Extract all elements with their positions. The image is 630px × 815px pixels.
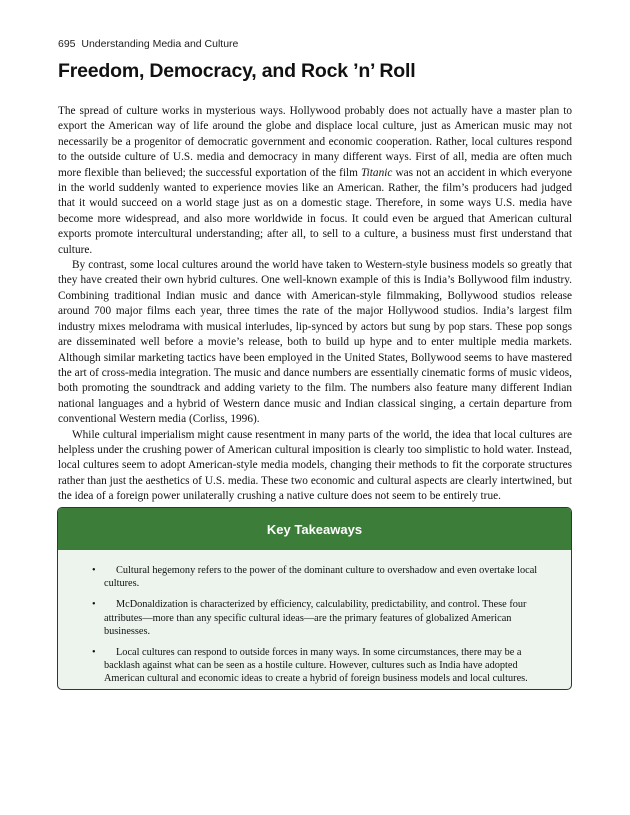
running-header: [58, 38, 238, 50]
list-item: [92, 598, 543, 638]
paragraph-1-text: The spread of culture works in mysterious ways. Hollywood probably does not actually have a master plan to export the American way of life around the globe and displace local culture, just as American music may not necessarily be a progenitor of democratic government and economic cooperation. Rather, local cultures respond to the outside culture of U.S. media and democracy in many different ways. First of all, media are often much more flexible than believed; the successful exportation of the film: [58, 105, 572, 179]
body-text: [58, 104, 572, 505]
page-number: 695: [58, 38, 76, 50]
paragraph-1: [58, 104, 572, 258]
film-title-titanic: Titanic: [361, 166, 393, 179]
paragraph-3: [58, 428, 572, 505]
paragraph-2: [58, 258, 572, 427]
key-takeaways-list: [58, 550, 571, 686]
paragraph-3-text: While cultural imperialism might cause resentment in many parts of the world, the idea that local cultures are helpless under the crushing power of American cultural imposition is clearly too simplistic to hold water. Instead, local cultures seem to adopt American-style media models, changing their methods to fit the corporate structures rather than just the aesthetics of U.S. media. These two economic and cultural aspects are clearly intertwined, but the idea of a foreign power unilaterally crushing a native culture does not seem to be entirely true.: [58, 428, 572, 503]
paragraph-1-text-cont: was not an accident in which everyone in the world suddenly wanted to experience movies like an American. Rather, the film’s producers had judged that it would succeed on a world stage just as on a domestic stage. Therefore, in some ways U.S. media have become more widespread, and also more worldwide in focus. It could even be argued that American cultural exports promote intercultural understanding; after all, to sell to a culture, a business must first understand that culture.: [58, 166, 572, 256]
bullet-icon: •: [92, 565, 96, 576]
key-takeaways-title: Key Takeaways: [58, 508, 571, 550]
paragraph-2-text: By contrast, some local cultures around the world have taken to Western-style business models so greatly that they have created their own hybrid cultures. One well-known example of this is India’s Bollywood film industry. Combining traditional Indian music and dance with American-style filmmaking, Bollywood studios release around 700 major films each year, three times the rate of the major Hollywood studios. India’s largest film industry mixes melodrama with musical interludes, lip-synced by actors but sung by pop stars. These pop songs are disseminated well before a movie’s release, both to build up hype and to enter multiple media markets. Although similar marketing tactics have been employed in the United States, Bollywood seems to have mastered the art of cross-media integration. The music and dance numbers are essentially cinematic forms of music videos, both promoting the soundtrack and adding variety to the film. The numbers also feature many different Indian national languages and a hybrid of Western dance music and Indian classical singing, a certain departure from conventional Western media (Corliss, 1996).: [58, 259, 572, 426]
bullet-icon: •: [92, 647, 96, 659]
list-item-text: McDonaldization is characterized by efficiency, calculability, predictability, and control. These four attributes—more than any specific cultural ideas—are the primary features of globalized American businesses.: [104, 599, 527, 637]
section-title: Freedom, Democracy, and Rock ’n’ Roll: [58, 60, 416, 82]
bullet-icon: •: [92, 599, 96, 611]
list-item: [92, 646, 543, 686]
key-takeaways-box: [57, 507, 572, 690]
list-item: [92, 564, 543, 590]
list-item-text: Cultural hegemony refers to the power of the dominant culture to overshadow and even overtake local cultures.: [104, 565, 538, 590]
book-title: Understanding Media and Culture: [81, 38, 239, 50]
list-item-text: Local cultures can respond to outside forces in many ways. In some circumstances, there may be a backlash against what can be seen as a hostile culture. However, cultures such as India have adopted American cultural and economic ideas to create a hybrid of foreign business models and local cultures.: [104, 647, 528, 685]
